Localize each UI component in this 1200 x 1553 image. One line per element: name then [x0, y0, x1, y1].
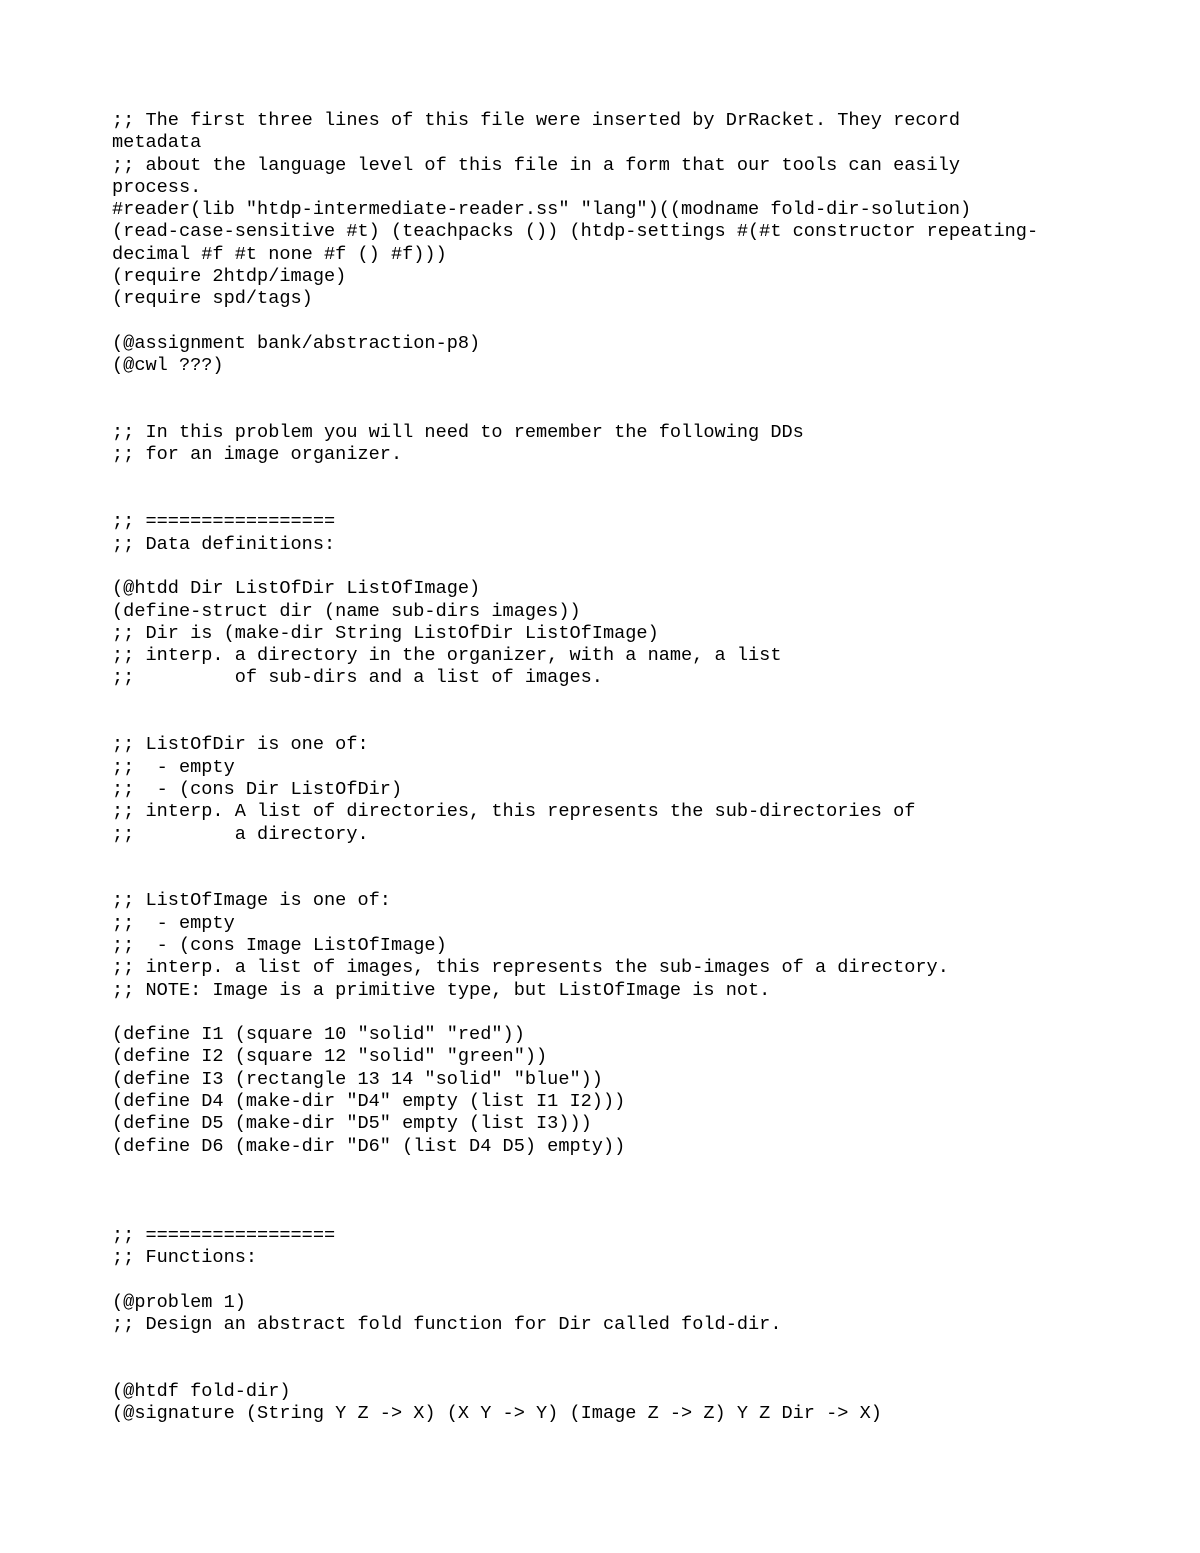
dir-definition	[112, 578, 1112, 689]
spacer	[112, 1336, 1112, 1381]
code-line: ;; ListOfImage is one of:	[112, 890, 391, 912]
code-line: ;; =================	[112, 1224, 336, 1246]
intro-block	[112, 422, 1112, 467]
problem-block	[112, 1292, 1112, 1337]
code-line: (define I3 (rectangle 13 14 "solid" "blue"))	[112, 1068, 603, 1090]
code-line: (read-case-sensitive #t) (teachpacks ()) (htdp-settings #(#t constructor repeating-	[112, 221, 1039, 243]
code-line: ;; =================	[112, 511, 336, 533]
code-line: (require spd/tags)	[112, 288, 313, 310]
code-line: decimal #f #t none #f () #f)))	[112, 243, 447, 265]
code-line: (define D6 (make-dir "D6" (list D4 D5) empty))	[112, 1135, 626, 1157]
spacer	[112, 1002, 1112, 1024]
data-definitions-header	[112, 511, 1112, 556]
spacer	[112, 1158, 1112, 1225]
code-line: ;; interp. a list of images, this represents the sub-images of a directory.	[112, 957, 949, 979]
code-line: (@assignment bank/abstraction-p8)	[112, 332, 481, 354]
code-line: (define D5 (make-dir "D5" empty (list I3)))	[112, 1113, 592, 1135]
code-line: (@htdf fold-dir)	[112, 1380, 291, 1402]
code-line: (define-struct dir (name sub-dirs images))	[112, 600, 581, 622]
code-line: ;; Data definitions:	[112, 533, 336, 555]
spacer	[112, 556, 1112, 578]
code-line: ;; interp. A list of directories, this represents the sub-directories of	[112, 801, 916, 823]
functions-header	[112, 1225, 1112, 1270]
spacer	[112, 378, 1112, 423]
code-line: ;; NOTE: Image is a primitive type, but ListOfImage is not.	[112, 979, 771, 1001]
code-line: #reader(lib "htdp-intermediate-reader.ss" "lang")((modname fold-dir-solution)	[112, 199, 972, 221]
code-line: ;; interp. a directory in the organizer, with a name, a list	[112, 645, 782, 667]
code-line: (@problem 1)	[112, 1291, 246, 1313]
code-line: ;; about the language level of this file in a form that our tools can easily	[112, 154, 961, 176]
code-line: process.	[112, 176, 202, 198]
code-line: ;; for an image organizer.	[112, 444, 403, 466]
listofdir-definition	[112, 734, 1112, 845]
code-line: metadata	[112, 132, 202, 154]
code-line: ;; - (cons Image ListOfImage)	[112, 934, 447, 956]
code-line: ;; - empty	[112, 912, 235, 934]
code-line: (define I1 (square 10 "solid" "red"))	[112, 1024, 525, 1046]
code-line: (@htdd Dir ListOfDir ListOfImage)	[112, 578, 481, 600]
code-line: (@cwl ???)	[112, 355, 224, 377]
spacer	[112, 846, 1112, 891]
code-line: (@signature (String Y Z -> X) (X Y -> Y) (Image Z -> Z) Y Z Dir -> X)	[112, 1403, 882, 1425]
spacer	[112, 467, 1112, 512]
code-line: ;; of sub-dirs and a list of images.	[112, 667, 603, 689]
code-line: ;; Design an abstract fold function for Dir called fold-dir.	[112, 1314, 782, 1336]
code-line: ;; The first three lines of this file were inserted by DrRacket. They record	[112, 110, 961, 131]
spacer	[112, 1269, 1112, 1291]
code-line: ;; a directory.	[112, 823, 369, 845]
htdf-block	[112, 1381, 1112, 1426]
listofimage-definition	[112, 890, 1112, 1001]
code-line: ;; - (cons Dir ListOfDir)	[112, 778, 403, 800]
spacer	[112, 311, 1112, 333]
code-line: ;; ListOfDir is one of:	[112, 734, 369, 756]
code-line: ;; Functions:	[112, 1247, 258, 1269]
code-line: (require 2htdp/image)	[112, 266, 347, 288]
spacer	[112, 690, 1112, 735]
code-line: ;; - empty	[112, 756, 235, 778]
header-block	[112, 110, 1112, 311]
examples-block	[112, 1024, 1112, 1158]
document-page	[112, 110, 1112, 1426]
code-line: (define I2 (square 12 "solid" "green"))	[112, 1046, 548, 1068]
code-line: (define D4 (make-dir "D4" empty (list I1 I2)))	[112, 1091, 626, 1113]
code-line: ;; Dir is (make-dir String ListOfDir ListOfImage)	[112, 622, 659, 644]
code-line: ;; In this problem you will need to remember the following DDs	[112, 422, 804, 444]
assignment-block	[112, 333, 1112, 378]
